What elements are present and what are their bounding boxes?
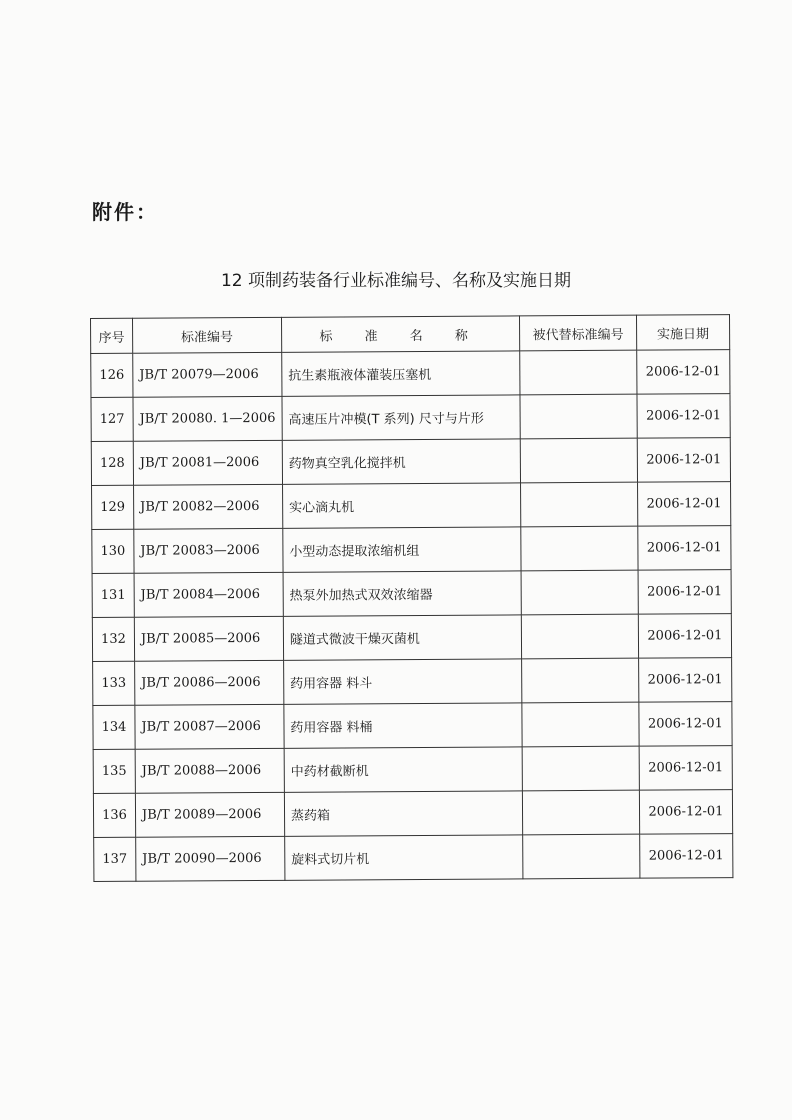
row-code: JB/T 20079—2006 xyxy=(133,352,282,397)
row-index: 129 xyxy=(92,485,134,529)
row-name: 小型动态提取浓缩机组 xyxy=(283,527,522,572)
header-replaced: 被代替标准编号 xyxy=(520,315,637,351)
row-name: 药用容器 料桶 xyxy=(284,703,523,748)
row-name: 热泵外加热式双效浓缩器 xyxy=(283,571,522,616)
row-code: JB/T 20090—2006 xyxy=(136,836,285,881)
row-index: 128 xyxy=(91,441,133,485)
header-code: 标准编号 xyxy=(132,317,281,353)
row-index: 135 xyxy=(93,749,135,793)
row-name: 隧道式微波干燥灭菌机 xyxy=(283,615,522,660)
row-code: JB/T 20088—2006 xyxy=(135,748,284,793)
row-code: JB/T 20086—2006 xyxy=(135,660,284,705)
row-code: JB/T 20085—2006 xyxy=(134,616,283,661)
table-row xyxy=(93,746,732,794)
row-replaced xyxy=(521,526,638,571)
row-date: 2006-12-01 xyxy=(638,614,731,659)
row-index: 133 xyxy=(93,661,135,705)
table-header-row xyxy=(91,315,730,354)
row-replaced xyxy=(522,658,639,703)
row-date: 2006-12-01 xyxy=(637,438,730,483)
row-index: 136 xyxy=(93,793,135,837)
standards-table xyxy=(90,314,733,882)
row-replaced xyxy=(520,350,637,395)
row-code: JB/T 20081—2006 xyxy=(133,440,282,485)
table-row xyxy=(94,834,733,882)
row-replaced xyxy=(521,482,638,527)
table-row xyxy=(91,438,730,486)
header-date: 实施日期 xyxy=(636,315,729,351)
row-index: 137 xyxy=(94,837,136,881)
row-replaced xyxy=(521,438,638,483)
row-code: JB/T 20089—2006 xyxy=(135,792,284,837)
row-date: 2006-12-01 xyxy=(638,658,731,703)
table-row xyxy=(93,658,732,706)
row-date: 2006-12-01 xyxy=(639,746,732,791)
attachment-label: 附件： xyxy=(92,200,158,224)
row-date: 2006-12-01 xyxy=(639,834,732,879)
table-row xyxy=(92,614,731,662)
row-index: 126 xyxy=(91,353,133,397)
row-code: JB/T 20087—2006 xyxy=(135,704,284,749)
row-date: 2006-12-01 xyxy=(637,482,730,527)
row-name: 高速压片冲模(T 系列) 尺寸与片形 xyxy=(282,395,521,440)
row-name: 中药材截断机 xyxy=(284,747,523,792)
row-replaced xyxy=(523,790,640,835)
row-code: JB/T 20080. 1—2006 xyxy=(133,396,282,441)
row-replaced xyxy=(523,834,640,879)
row-name: 蒸药箱 xyxy=(284,791,523,836)
table-row xyxy=(92,570,731,618)
row-index: 131 xyxy=(92,573,134,617)
row-index: 134 xyxy=(93,705,135,749)
row-code: JB/T 20083—2006 xyxy=(134,528,283,573)
table-row xyxy=(92,526,731,574)
row-date: 2006-12-01 xyxy=(638,570,731,615)
table-row xyxy=(93,790,732,838)
table-row xyxy=(93,702,732,750)
row-date: 2006-12-01 xyxy=(638,526,731,571)
row-name: 药物真空乳化搅拌机 xyxy=(282,439,521,484)
document-title: 12 项制药装备行业标准编号、名称及实施日期 xyxy=(220,271,572,291)
row-code: JB/T 20084—2006 xyxy=(134,572,283,617)
row-replaced xyxy=(520,394,637,439)
row-date: 2006-12-01 xyxy=(637,394,730,439)
table-row xyxy=(92,482,731,530)
row-index: 130 xyxy=(92,529,134,573)
row-name: 药用容器 料斗 xyxy=(283,659,522,704)
header-name: 标 准 名 称 xyxy=(281,316,520,352)
row-index: 127 xyxy=(91,397,133,441)
row-name: 旋料式切片机 xyxy=(285,835,524,880)
table-row xyxy=(91,350,730,398)
row-replaced xyxy=(521,570,638,615)
table-row xyxy=(91,394,730,442)
row-index: 132 xyxy=(92,617,134,661)
row-name: 抗生素瓶液体灌装压塞机 xyxy=(282,351,521,396)
row-replaced xyxy=(522,702,639,747)
row-date: 2006-12-01 xyxy=(639,702,732,747)
row-replaced xyxy=(522,746,639,791)
row-date: 2006-12-01 xyxy=(639,790,732,835)
row-code: JB/T 20082—2006 xyxy=(133,484,282,529)
header-index: 序号 xyxy=(91,318,133,353)
row-name: 实心滴丸机 xyxy=(282,483,521,528)
row-date: 2006-12-01 xyxy=(637,350,730,395)
row-replaced xyxy=(522,614,639,659)
